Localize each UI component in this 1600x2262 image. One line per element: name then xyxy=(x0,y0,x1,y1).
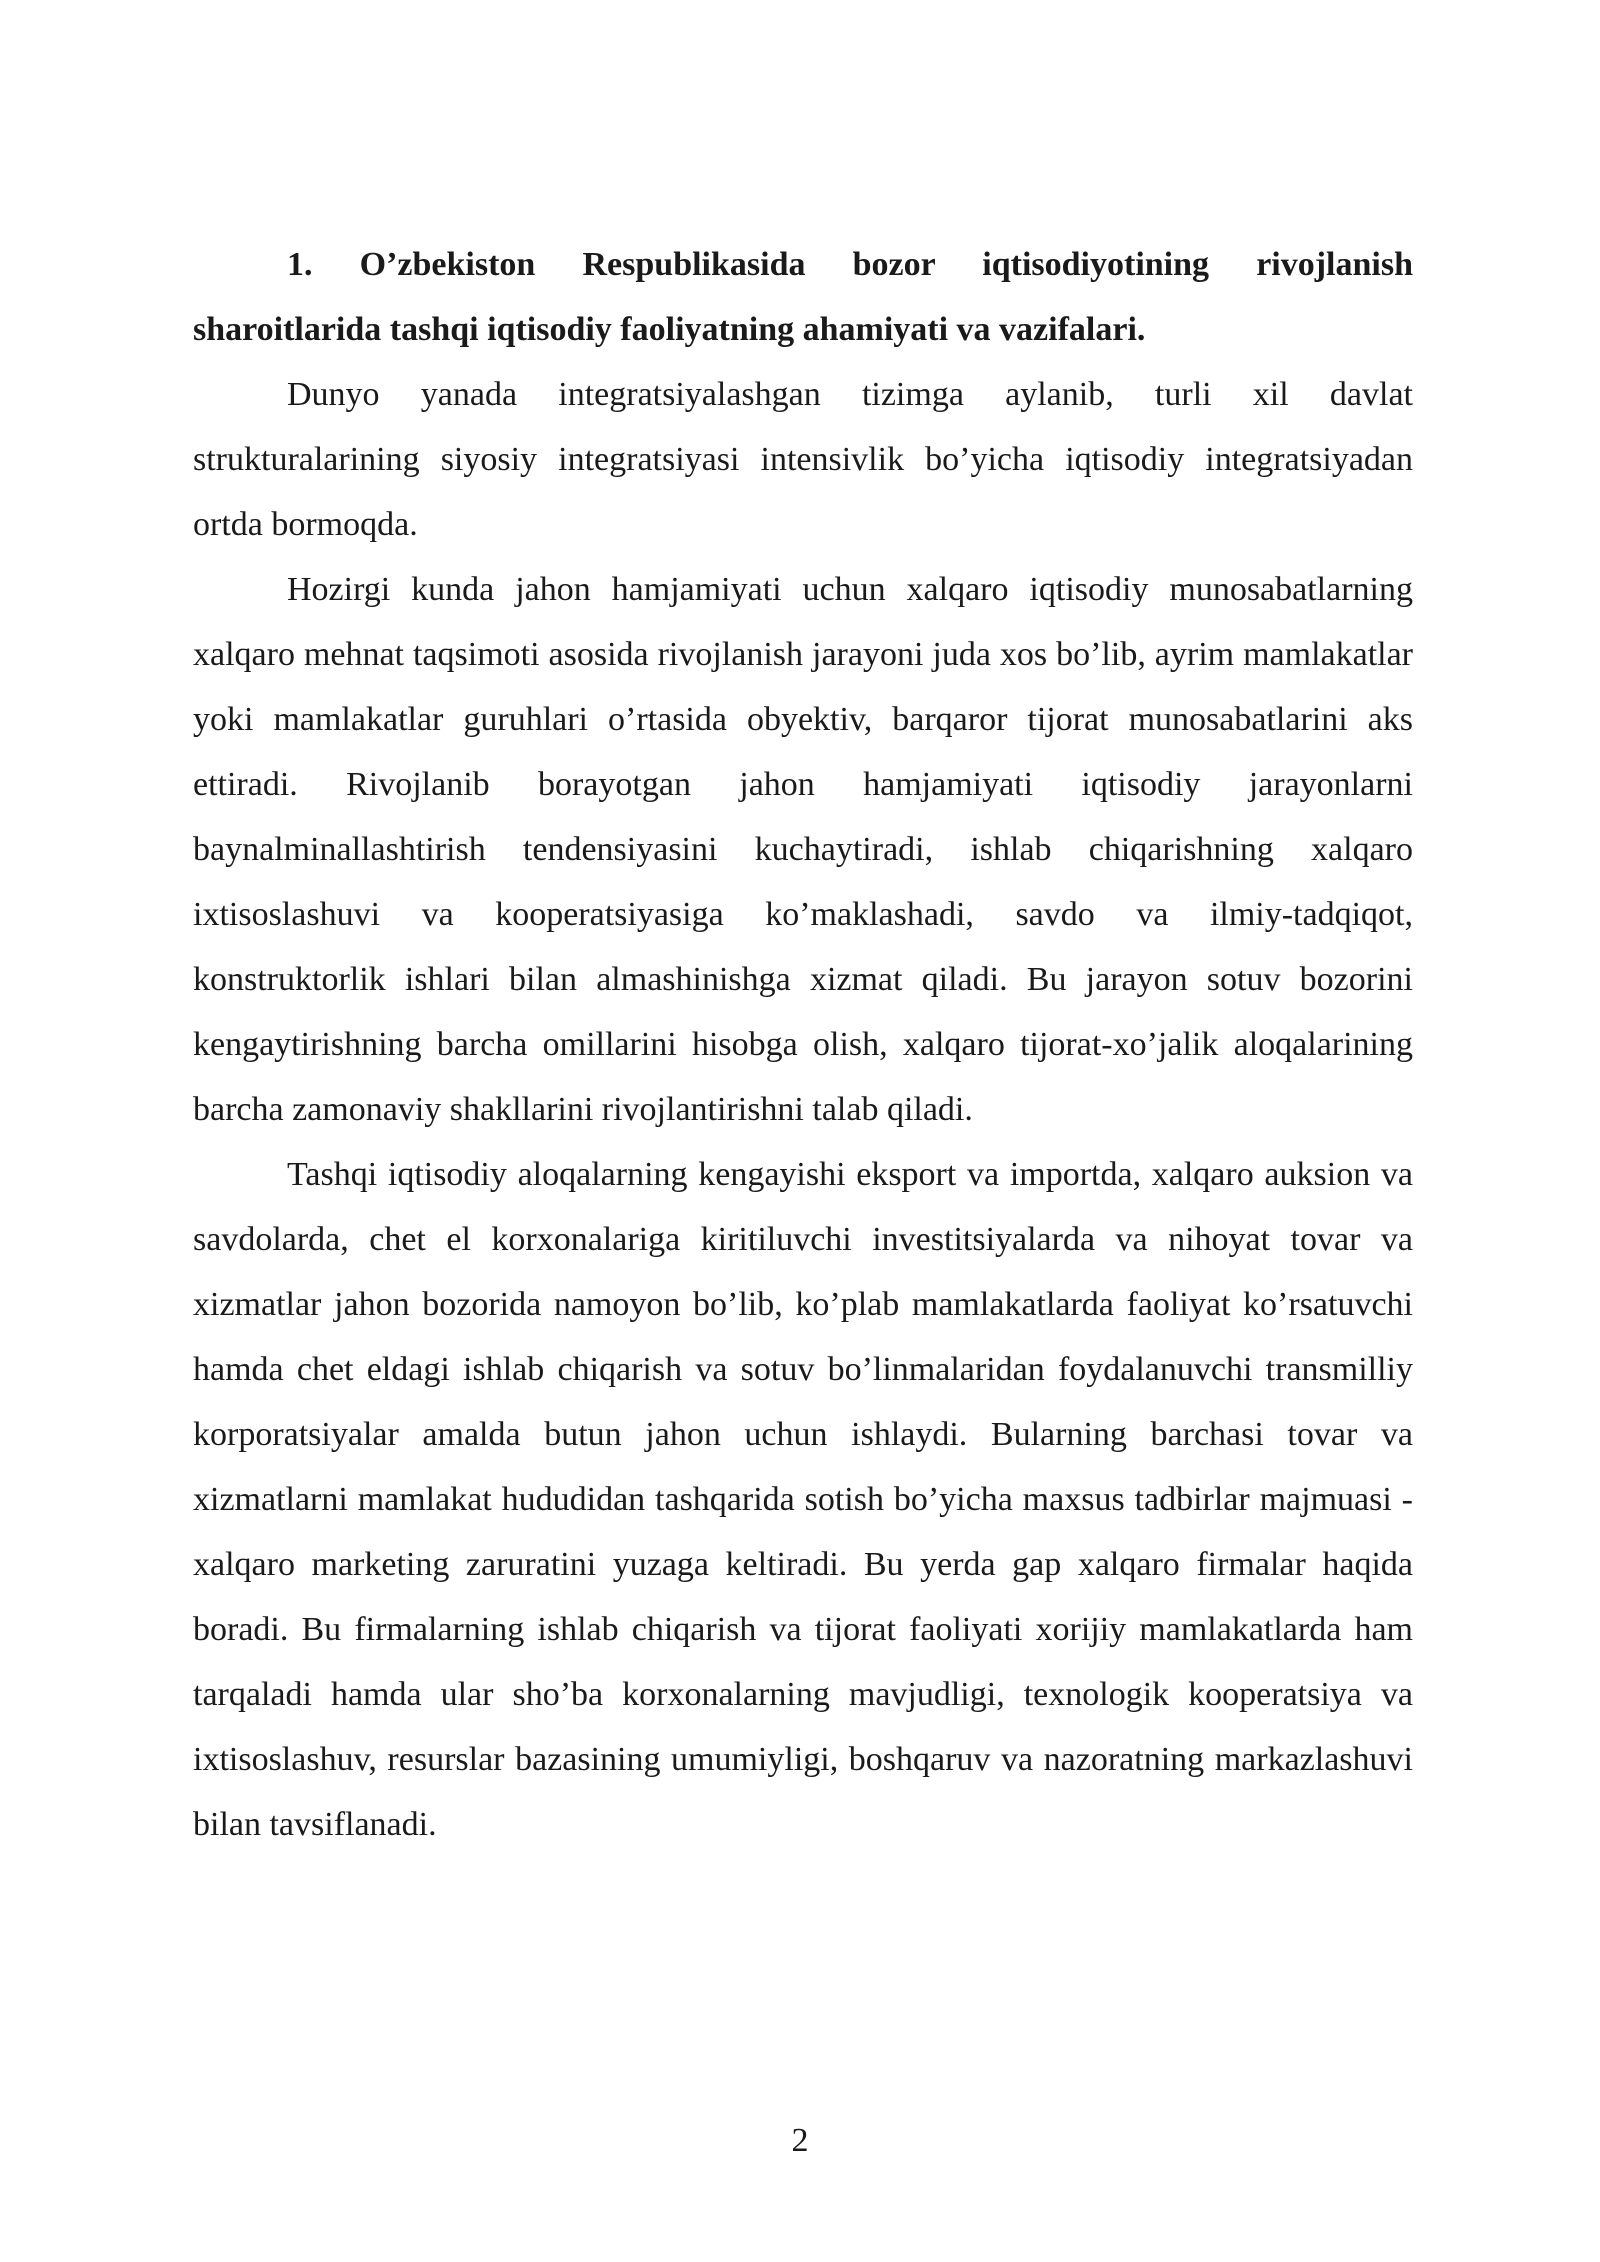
section-heading: 1. O’zbekiston Respublikasida bozor iqtisodiyotining rivojlanish sharoitlarida tashqi iqtisodiy faoliyatning ahamiyati va vazifalari. xyxy=(193,246,1413,348)
paragraph-3: Tashqi iqtisodiy aloqalarning kengayishi eksport va importda, xalqaro auksion va savdolarda, chet el korxonalariga kiritiluvchi investitsiyalarda va nihoyat tovar va xizmatlar jahon bozorida namoyon bo’lib, ko’plab mamlakatlarda faoliyat ko’rsatuvchi hamda chet eldagi ishlab chiqarish va sotuv bo’linmalaridan foydalanuvchi transmilliy korporatsiyalar amalda butun jahon uchun ishlaydi. Bularning barchasi tovar va xizmatlarni mamlakat hududidan tashqarida sotish bo’yicha maxsus tadbirlar majmuasi - xalqaro marketing zaruratini yuzaga keltiradi. Bu yerda gap xalqaro firmalar haqida boradi. Bu firmalarning ishlab chiqarish va tijorat faoliyati xorijiy mamlakatlarda ham tarqaladi hamda ular sho’ba korxonalarning mavjudligi, texnologik kooperatsiya va ixtisoslashuv, resurslar bazasining umumiyligi, boshqaruv va nazoratning markazlashuvi bilan tavsiflanadi. xyxy=(193,1156,1413,1843)
page-number: 2 xyxy=(791,2122,809,2159)
paragraph-2: Hozirgi kunda jahon hamjamiyati uchun xalqaro iqtisodiy munosabatlarning xalqaro mehnat taqsimoti asosida rivojlanish jarayoni juda xos bo’lib, ayrim mamlakatlar yoki mamlakatlar guruhlari o’rtasida obyektiv, barqaror tijorat munosabatlarini aks ettiradi. Rivojlanib borayotgan jahon hamjamiyati iqtisodiy jarayonlarni baynalminallashtirish tendensiyasini kuchaytiradi, ishlab chiqarishning xalqaro ixtisoslashuvi va kooperatsiyasiga ko’maklashadi, savdo va ilmiy-tadqiqot, konstruktorlik ishlari bilan almashinishga xizmat qiladi. Bu jarayon sotuv bozorini kengaytirishning barcha omillarini hisobga olish, xalqaro tijorat-xo’jalik aloqalarining barcha zamonaviy shakllarini rivojlantirishni talab qiladi. xyxy=(193,571,1413,1128)
paragraph-1: Dunyo yanada integratsiyalashgan tizimga aylanib, turli xil davlat strukturalarining siyosiy integratsiyasi intensivlik bo’yicha iqtisodiy integratsiyadan ortda bormoqda. xyxy=(193,376,1413,543)
page-content xyxy=(193,232,1413,1857)
